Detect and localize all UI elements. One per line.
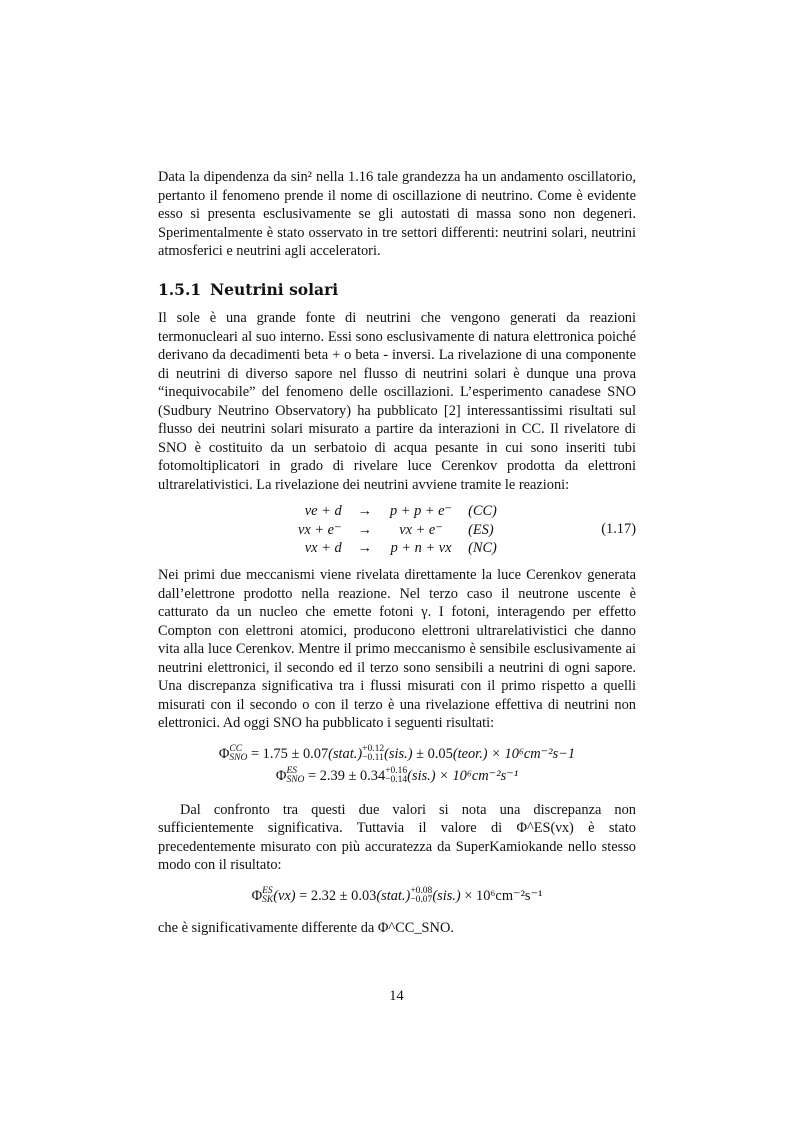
sno-results [158, 743, 636, 787]
paragraph-solar: Il sole è una grande fonte di neutrini che vengono generati da reazioni termonucleari al suo interno. Essi sono esclusivamente di natura elettronica poiché derivano da decadimenti beta + o beta - inversi. La rivelazione di una componente di neutrini di diverso sapore nel flusso di neutrini solari è dunque una prova “inequivocabile” del fenomeno delle oscillazioni. L’esperimento canadese SNO (Sudbury Neutrino Observatory) ha pubblicato [2] interessantissimi risultati sul flusso dei neutrini solari misurato a partire da interazioni in CC. Il rivelatore di SNO è costituito da un serbatoio di acqua pesante in cui sono inseriti tubi fotomoltiplicatori in grado di rivelare luce Cerenkov prodotta da elettroni ultrarelativistici. La rivelazione dei neutrini avviene tramite le reazioni: [158, 310, 636, 493]
reaction-equations [158, 502, 636, 558]
section-heading [158, 281, 636, 300]
result-cc: Φ CC SNO = 1.75 ± 0.07(stat.) +0.12 −0.11 (sis.) ± 0.05(teor.) × 10⁶cm⁻²s−1 [218, 744, 576, 764]
page-body [158, 168, 636, 938]
reaction-lhs: νx + e⁻ [298, 521, 342, 538]
reaction-arrow: → [357, 521, 373, 538]
reaction-label: (CC) [468, 503, 497, 519]
result-superkamiokande: Φ ES SK (νx) = 2.32 ± 0.03(stat.) +0.08 −0.07 (sis.) × 10⁶cm⁻²s⁻¹ [251, 886, 543, 906]
paragraph-mechanisms: Nei primi due meccanismi viene rivelata direttamente la luce Cerenkov generata dall’elettrone prodotto nella reazione. Nel terzo caso il neutrone uscente è catturato da un nucleo che emette fotoni γ. I fotoni, interagendo per effetto Compton con elettroni atomici, producono elettroni ultrarelativistici che danno vita alla luce Cerenkov. Mentre il primo meccanismo è sensibile esclusivamente ai neutrini elettronici, il secondo ed il terzo sono sensibili a neutrini di ogni sapore. Una discrepanza significativa tra i flussi misurati con il primo rispetto a quelli misurati con il secondo o con il terzo è una rivelazione effettiva di neutrini non elettronici. Ad oggi SNO ha pubblicato i seguenti risultati: [158, 567, 636, 731]
reaction-rhs: p + p + e⁻ [389, 503, 453, 519]
reaction-rhs: p + n + νx [390, 540, 452, 556]
result-es: Φ ES SNO = 2.39 ± 0.34 +0.16 −0.14 (sis.) × 10⁶cm⁻²s⁻¹ [275, 766, 519, 786]
paragraph-intro: Data la dipendenza da sin² nella 1.16 tale grandezza ha un andamento oscillatorio, pertanto il fenomeno prende il nome di oscillazione di neutrino. Come è evidente esso si presenta esclusivamente se gli autostati di massa sono non degeneri. Sperimentalmente è stato osservato in tre settori differenti: neutrini solari, neutrini atmosferici e neutrini agli acceleratori. [158, 169, 636, 259]
reaction-row [294, 539, 501, 558]
reaction-rhs: νx + e⁻ [399, 521, 443, 538]
reaction-arrow: → [357, 540, 373, 556]
reaction-label: (ES) [468, 521, 494, 538]
paragraph-conclusion: che è significativamente differente da Φ^CC_SNO. [158, 920, 454, 937]
reaction-row [294, 521, 501, 540]
reaction-label: (NC) [468, 540, 497, 556]
reaction-row [294, 502, 501, 521]
section-title: Neutrini solari [210, 279, 339, 299]
paragraph-comparison: Dal confronto tra questi due valori si nota una discrepanza non sufficientemente significativa. Tuttavia il valore di Φ^ES(νx) è stato precedentemente misurato con più accuratezza da SuperKamiokande nello stesso modo con il risultato: [158, 801, 636, 873]
page-number: 14 [389, 988, 404, 1004]
section-number: 1.5.1 [158, 279, 202, 299]
reaction-lhs: νx + d [304, 540, 342, 556]
reaction-arrow: → [357, 503, 373, 519]
reaction-lhs: νe + d [304, 503, 342, 519]
equation-number: (1.17) [601, 521, 636, 537]
